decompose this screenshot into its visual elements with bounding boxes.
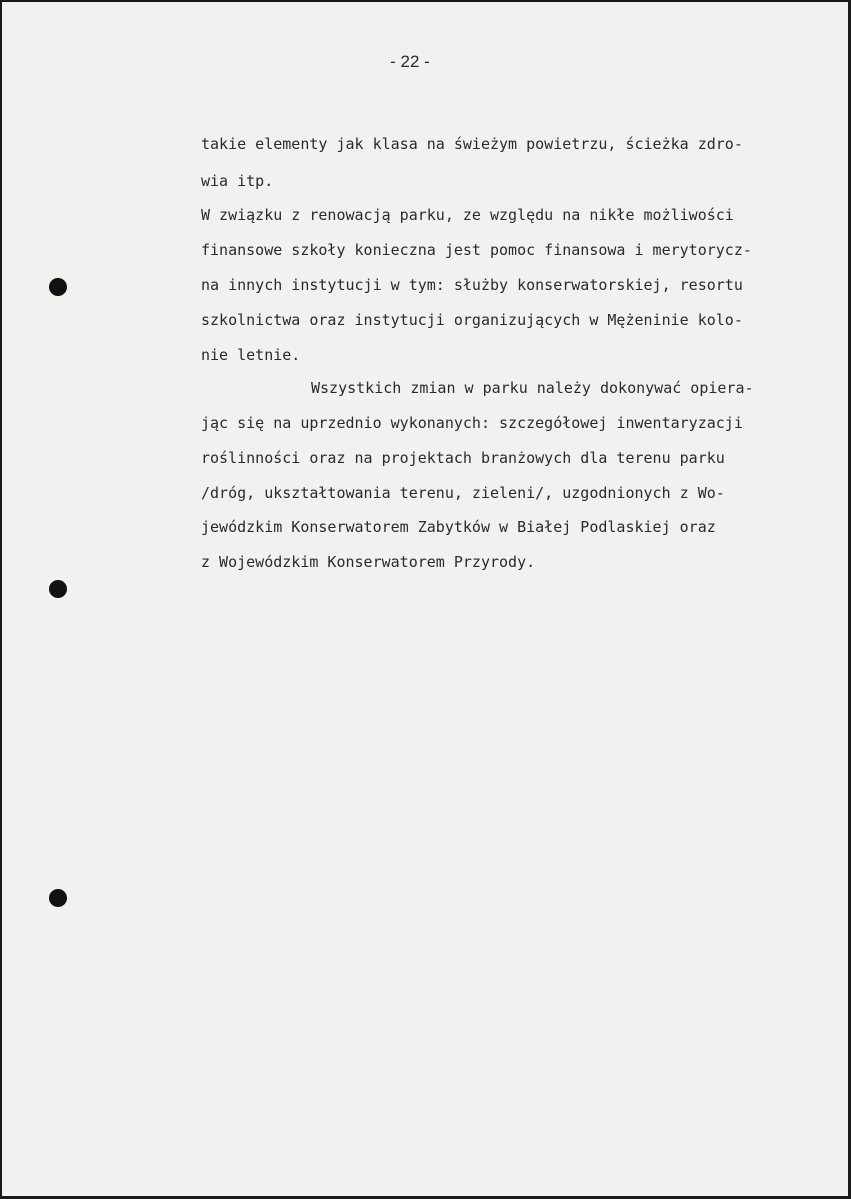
text-line: jąc się na uprzednio wykonanych: szczegółowej inwentaryzacji xyxy=(201,414,743,432)
text-line: W związku z renowacją parku, ze względu na nikłe możliwości xyxy=(201,206,734,224)
text-line: wia itp. xyxy=(201,172,274,190)
text-line: jewódzkim Konserwatorem Zabytków w Białej Podlaskiej oraz xyxy=(201,518,716,536)
text-line: Wszystkich zmian w parku należy dokonywać opiera- xyxy=(311,379,754,397)
text-line: finansowe szkoły konieczna jest pomoc finansowa i merytorycz- xyxy=(201,241,752,259)
punch-hole xyxy=(49,889,67,907)
text-line: takie elementy jak klasa na świeżym powietrzu, ścieżka zdro- xyxy=(201,135,743,153)
text-line: na innych instytucji w tym: służby konserwatorskiej, resortu xyxy=(201,276,743,294)
text-line: szkolnictwa oraz instytucji organizujących w Mężeninie kolo- xyxy=(201,311,743,329)
text-line: roślinności oraz na projektach branżowych dla terenu parku xyxy=(201,449,725,467)
punch-hole xyxy=(49,580,67,598)
text-line: /dróg, ukształtowania terenu, zieleni/, uzgodnionych z Wo- xyxy=(201,484,725,502)
page-number: - 22 - xyxy=(390,52,430,71)
document-page xyxy=(2,2,848,1196)
text-line: nie letnie. xyxy=(201,346,301,364)
text-line: z Wojewódzkim Konserwatorem Przyrody. xyxy=(201,553,536,571)
punch-hole xyxy=(49,278,67,296)
